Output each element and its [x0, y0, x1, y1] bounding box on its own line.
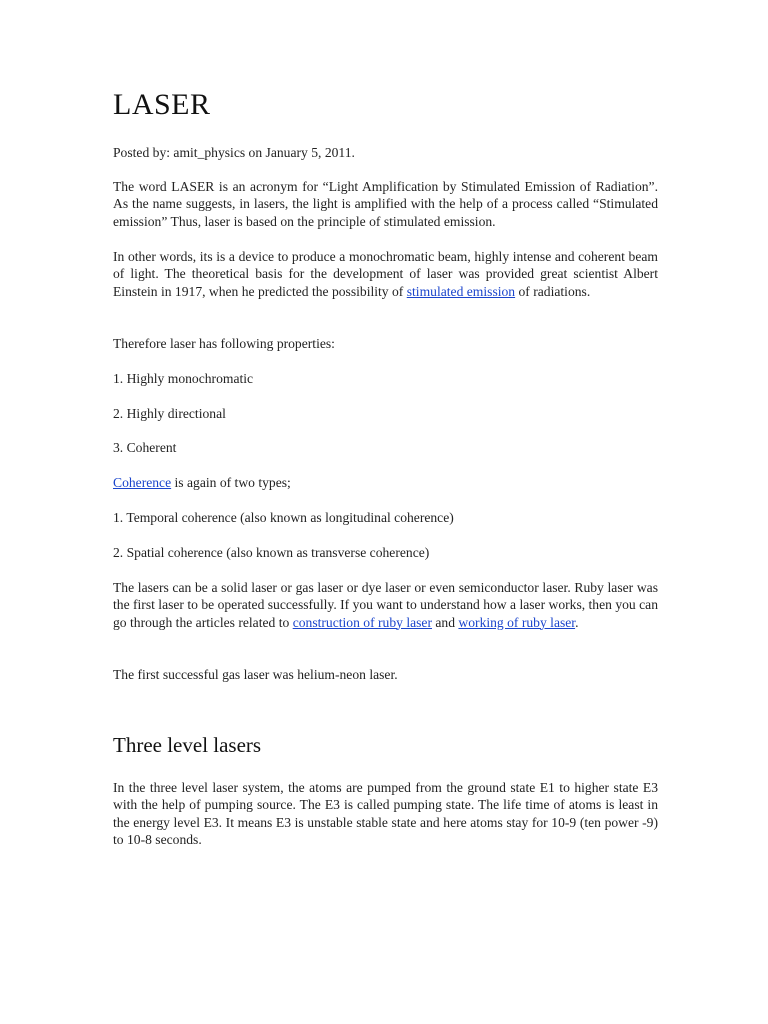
lasers-end: . [575, 614, 579, 630]
lasers-and: and [431, 614, 459, 630]
construction-of-ruby-laser-link[interactable]: construction of ruby laser [292, 614, 432, 630]
other-words-paragraph [113, 248, 658, 300]
coherence-tail: is again of two types; [171, 475, 291, 490]
stimulated-emission-link[interactable]: stimulated emission [406, 283, 516, 299]
coherence-paragraph [113, 474, 658, 491]
lasers-text: The lasers can be a solid laser or gas laser or dye laser or even semiconductor laser. Ruby laser was the first laser to be operated successfully. If you want to understand how a laser works, then you can go through the articles related to [113, 580, 658, 630]
property-item: 3. Coherent [113, 440, 177, 455]
coherence-type-item: 2. Spatial coherence (also known as transverse coherence) [113, 545, 430, 560]
property-item: 2. Highly directional [113, 406, 226, 421]
other-words-text: In other words, its is a device to produce a monochromatic beam, highly intense and coherent beam of light. The theoretical basis for the development of laser was provided great scientist Albert Einstein in 1917, when he predicted the possibility of [113, 249, 658, 299]
coherence-link[interactable]: Coherence [113, 475, 172, 490]
article-title: LASER [113, 88, 211, 121]
property-item: 1. Highly monochromatic [113, 371, 254, 386]
other-words-tail: of radiations. [515, 283, 591, 299]
gas-laser-paragraph: The first successful gas laser was helium-neon laser. [113, 667, 398, 682]
properties-intro: Therefore laser has following properties: [113, 336, 335, 351]
intro-paragraph: The word LASER is an acronym for “Light Amplification by Stimulated Emission of Radiation”. As the name suggests, in lasers, the light is amplified with the help of a process called “Stimulated emission” Thus, laser is based on the principle of stimulated emission. [113, 179, 658, 229]
lasers-paragraph [113, 579, 658, 631]
working-of-ruby-laser-link[interactable]: working of ruby laser [458, 614, 576, 630]
posted-by: Posted by: amit_physics on January 5, 2011. [113, 145, 355, 160]
coherence-type-item: 1. Temporal coherence (also known as longitudinal coherence) [113, 510, 454, 525]
three-level-paragraph: In the three level laser system, the atoms are pumped from the ground state E1 to higher state E3 with the help of pumping source. The E3 is called pumping state. The life time of atoms is least in the energy level E3. It means E3 is unstable stable state and here atoms stay for 10-9 (ten power -9) to 10-8 seconds. [113, 780, 658, 847]
section-heading-three-level-lasers: Three level lasers [113, 733, 262, 757]
